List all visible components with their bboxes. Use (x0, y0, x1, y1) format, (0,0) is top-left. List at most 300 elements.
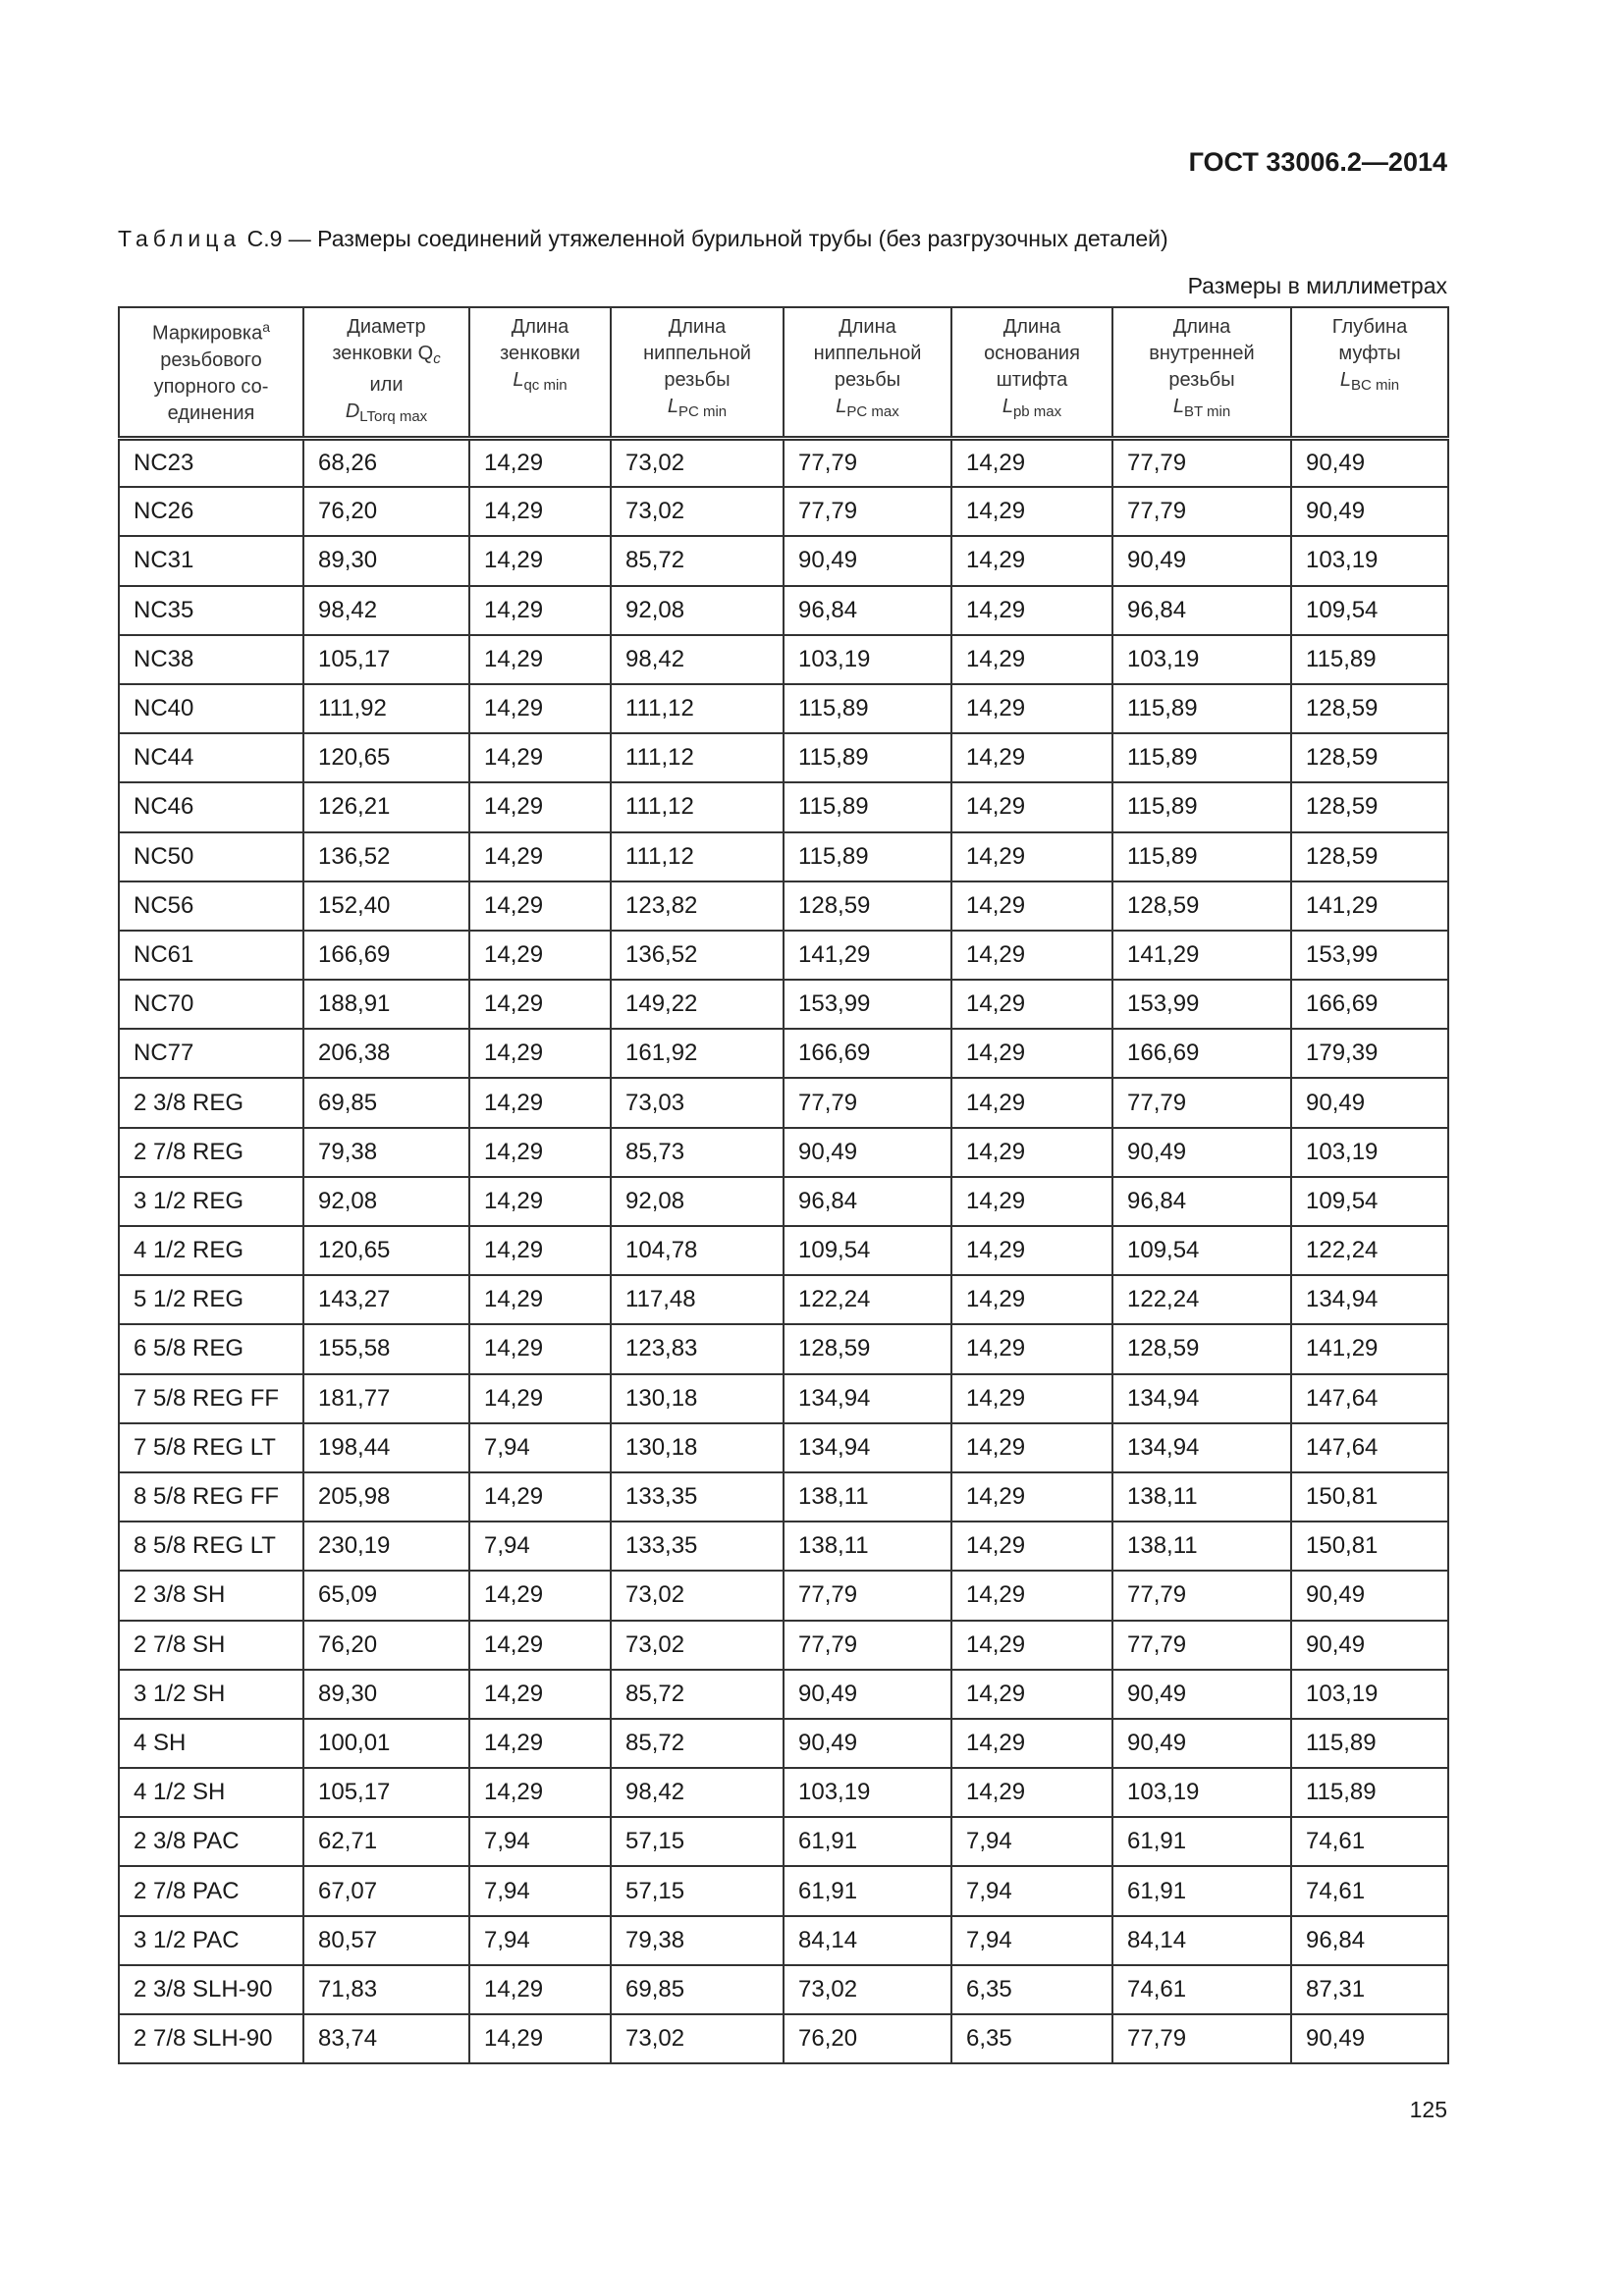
dimension-value-cell: 134,94 (784, 1423, 951, 1472)
dimension-value-cell: 166,69 (784, 1029, 951, 1078)
dimension-value-cell: 90,49 (1291, 1621, 1448, 1670)
dimension-value-cell: 14,29 (469, 1670, 611, 1719)
table-row (119, 1029, 1448, 1078)
dimension-value-cell: 133,35 (611, 1522, 784, 1571)
table-row (119, 684, 1448, 733)
dimension-value-cell: 103,19 (1291, 1128, 1448, 1177)
units-note: Размеры в миллиметрах (1187, 273, 1447, 298)
connection-marking-cell: 2 3/8 REG (119, 1078, 303, 1127)
dimension-value-cell: 115,89 (1112, 832, 1291, 881)
dimension-value-cell: 73,02 (611, 487, 784, 536)
col-header-pin-thread-length-min: Длина ниппельной резьбы $L_{PC min}$ (611, 307, 784, 438)
dimension-value-cell: 14,29 (469, 1029, 611, 1078)
dimension-value-cell: 14,29 (951, 1768, 1112, 1817)
connection-marking-cell: NC35 (119, 586, 303, 635)
dimension-value-cell: 122,24 (1112, 1275, 1291, 1324)
dimension-value-cell: 134,94 (1112, 1374, 1291, 1423)
dimension-value-cell: 7,94 (469, 1522, 611, 1571)
dimension-value-cell: 155,58 (303, 1324, 469, 1373)
dimension-value-cell: 14,29 (951, 1472, 1112, 1522)
dimension-value-cell: 73,02 (611, 1621, 784, 1670)
dimension-value-cell: 206,38 (303, 1029, 469, 1078)
dimension-value-cell: 109,54 (784, 1226, 951, 1275)
dimension-value-cell: 73,02 (611, 438, 784, 487)
dimension-value-cell: 61,91 (1112, 1866, 1291, 1915)
dimension-value-cell: 77,79 (1112, 1621, 1291, 1670)
dimension-value-cell: 79,38 (303, 1128, 469, 1177)
dimension-value-cell: 76,20 (303, 487, 469, 536)
dimension-value-cell: 14,29 (951, 1324, 1112, 1373)
dimension-value-cell: 77,79 (1112, 2014, 1291, 2063)
col-header-marking: Маркировка$^a$ резьбового упорного со- единения (119, 307, 303, 438)
connection-marking-cell: NC31 (119, 536, 303, 585)
table-row (119, 1374, 1448, 1423)
dimension-value-cell: 153,99 (784, 980, 951, 1029)
dimension-value-cell: 7,94 (469, 1866, 611, 1915)
connection-marking-cell: NC77 (119, 1029, 303, 1078)
dimension-value-cell: 73,02 (784, 1965, 951, 2014)
dimension-value-cell: 90,49 (1291, 1078, 1448, 1127)
dimension-value-cell: 77,79 (784, 487, 951, 536)
dimension-value-cell: 117,48 (611, 1275, 784, 1324)
dimension-value-cell: 105,17 (303, 635, 469, 684)
dimension-value-cell: 153,99 (1112, 980, 1291, 1029)
table-row (119, 1866, 1448, 1915)
dimension-value-cell: 77,79 (784, 1078, 951, 1127)
dimension-value-cell: 128,59 (1112, 881, 1291, 931)
dimension-value-cell: 90,49 (1291, 438, 1448, 487)
dimension-value-cell: 120,65 (303, 733, 469, 782)
dimension-value-cell: 128,59 (1112, 1324, 1291, 1373)
dimension-value-cell: 90,49 (1112, 536, 1291, 585)
dimension-value-cell: 84,14 (784, 1916, 951, 1965)
dimension-value-cell: 14,29 (951, 1226, 1112, 1275)
dimension-value-cell: 14,29 (469, 536, 611, 585)
dimension-value-cell: 138,11 (784, 1522, 951, 1571)
dimension-value-cell: 120,65 (303, 1226, 469, 1275)
dimension-value-cell: 115,89 (784, 733, 951, 782)
dimension-value-cell: 6,35 (951, 2014, 1112, 2063)
connection-marking-cell: 8 5/8 REG FF (119, 1472, 303, 1522)
table-row (119, 1128, 1448, 1177)
dimension-value-cell: 90,49 (784, 1128, 951, 1177)
dimension-value-cell: 166,69 (1291, 980, 1448, 1029)
dimension-value-cell: 77,79 (1112, 487, 1291, 536)
dimension-value-cell: 85,73 (611, 1128, 784, 1177)
dimension-value-cell: 77,79 (784, 1621, 951, 1670)
dimension-value-cell: 115,89 (1112, 782, 1291, 831)
dimension-value-cell: 14,29 (951, 1423, 1112, 1472)
dimension-value-cell: 14,29 (951, 881, 1112, 931)
dimension-value-cell: 138,11 (784, 1472, 951, 1522)
caption-prefix: Таблица (118, 226, 242, 251)
table-row (119, 438, 1448, 487)
dimension-value-cell: 134,94 (784, 1374, 951, 1423)
dimension-value-cell: 14,29 (951, 1029, 1112, 1078)
dimension-value-cell: 77,79 (1112, 438, 1291, 487)
dimension-value-cell: 14,29 (951, 1621, 1112, 1670)
dimension-value-cell: 123,83 (611, 1324, 784, 1373)
dimension-value-cell: 128,59 (784, 881, 951, 931)
dimension-value-cell: 14,29 (951, 980, 1112, 1029)
dimension-value-cell: 14,29 (951, 832, 1112, 881)
dimension-value-cell: 150,81 (1291, 1472, 1448, 1522)
dimension-value-cell: 14,29 (951, 684, 1112, 733)
table-row (119, 1817, 1448, 1866)
table-row (119, 1571, 1448, 1620)
dimension-value-cell: 74,61 (1291, 1866, 1448, 1915)
dimension-value-cell: 98,42 (611, 1768, 784, 1817)
dimension-value-cell: 90,49 (1291, 2014, 1448, 2063)
dimension-value-cell: 14,29 (469, 1078, 611, 1127)
dimension-value-cell: 103,19 (1112, 1768, 1291, 1817)
dimension-value-cell: 115,89 (1291, 1719, 1448, 1768)
table-header-row (119, 307, 1448, 438)
dimension-value-cell: 230,19 (303, 1522, 469, 1571)
dimension-value-cell: 92,08 (303, 1177, 469, 1226)
connection-marking-cell: 7 5/8 REG FF (119, 1374, 303, 1423)
table-row (119, 1916, 1448, 1965)
dimension-value-cell: 115,89 (784, 684, 951, 733)
standard-code: ГОСТ 33006.2—2014 (1188, 147, 1447, 177)
dimension-value-cell: 14,29 (469, 1621, 611, 1670)
dimension-value-cell: 90,49 (784, 536, 951, 585)
dimension-value-cell: 67,07 (303, 1866, 469, 1915)
dimension-value-cell: 57,15 (611, 1866, 784, 1915)
dimension-value-cell: 61,91 (784, 1817, 951, 1866)
table-row (119, 635, 1448, 684)
dimension-value-cell: 74,61 (1291, 1817, 1448, 1866)
dimension-value-cell: 111,12 (611, 832, 784, 881)
connection-marking-cell: 2 3/8 PAC (119, 1817, 303, 1866)
table-row (119, 1472, 1448, 1522)
dimension-value-cell: 14,29 (469, 1965, 611, 2014)
dimension-value-cell: 14,29 (951, 1571, 1112, 1620)
dimension-value-cell: 96,84 (784, 1177, 951, 1226)
dimension-value-cell: 73,02 (611, 1571, 784, 1620)
connection-marking-cell: NC44 (119, 733, 303, 782)
page-number: 125 (1409, 2097, 1447, 2122)
dimension-value-cell: 98,42 (611, 635, 784, 684)
dimension-value-cell: 103,19 (1112, 635, 1291, 684)
connection-marking-cell: NC23 (119, 438, 303, 487)
table-body (119, 438, 1448, 2063)
table-row (119, 1226, 1448, 1275)
dimension-value-cell: 7,94 (469, 1423, 611, 1472)
table-row (119, 782, 1448, 831)
dimension-value-cell: 89,30 (303, 1670, 469, 1719)
dimension-value-cell: 153,99 (1291, 931, 1448, 980)
dimension-value-cell: 96,84 (1112, 586, 1291, 635)
dimension-value-cell: 136,52 (611, 931, 784, 980)
dimension-value-cell: 128,59 (1291, 684, 1448, 733)
dimension-value-cell: 68,26 (303, 438, 469, 487)
dimension-value-cell: 7,94 (469, 1916, 611, 1965)
dimension-value-cell: 74,61 (1112, 1965, 1291, 2014)
dimension-value-cell: 14,29 (951, 733, 1112, 782)
dimension-value-cell: 61,91 (1112, 1817, 1291, 1866)
dimension-value-cell: 14,29 (469, 487, 611, 536)
dimension-value-cell: 90,49 (1112, 1128, 1291, 1177)
table-row (119, 1078, 1448, 1127)
dimension-value-cell: 85,72 (611, 536, 784, 585)
dimension-value-cell: 61,91 (784, 1866, 951, 1915)
dimension-value-cell: 111,12 (611, 733, 784, 782)
dimension-value-cell: 14,29 (469, 881, 611, 931)
dimension-value-cell: 133,35 (611, 1472, 784, 1522)
dimension-value-cell: 14,29 (951, 438, 1112, 487)
table-row (119, 1621, 1448, 1670)
dimension-value-cell: 14,29 (951, 1078, 1112, 1127)
col-header-pin-base-length: Длина основания штифта $L_{pb max}$ (951, 307, 1112, 438)
table-row (119, 1275, 1448, 1324)
dimension-value-cell: 65,09 (303, 1571, 469, 1620)
dimension-value-cell: 57,15 (611, 1817, 784, 1866)
dimension-value-cell: 85,72 (611, 1670, 784, 1719)
dimension-value-cell: 7,94 (951, 1866, 1112, 1915)
col-header-countersink-length: Длина зенковки $L_{qc min}$ (469, 307, 611, 438)
dimension-value-cell: 100,01 (303, 1719, 469, 1768)
table-row (119, 980, 1448, 1029)
connection-marking-cell: NC46 (119, 782, 303, 831)
dimension-value-cell: 181,77 (303, 1374, 469, 1423)
dimension-value-cell: 111,92 (303, 684, 469, 733)
dimension-value-cell: 87,31 (1291, 1965, 1448, 2014)
dimension-value-cell: 90,49 (1291, 487, 1448, 536)
dimension-value-cell: 161,92 (611, 1029, 784, 1078)
dimension-value-cell: 166,69 (303, 931, 469, 980)
dimension-value-cell: 84,14 (1112, 1916, 1291, 1965)
dimension-value-cell: 90,49 (1112, 1719, 1291, 1768)
table-row (119, 1522, 1448, 1571)
connection-marking-cell: NC61 (119, 931, 303, 980)
dimension-value-cell: 205,98 (303, 1472, 469, 1522)
dimension-value-cell: 103,19 (784, 635, 951, 684)
connection-marking-cell: 2 7/8 REG (119, 1128, 303, 1177)
dimension-value-cell: 14,29 (469, 586, 611, 635)
dimension-value-cell: 130,18 (611, 1423, 784, 1472)
dimension-value-cell: 14,29 (469, 1275, 611, 1324)
dimension-value-cell: 96,84 (1112, 1177, 1291, 1226)
dimension-value-cell: 90,49 (784, 1719, 951, 1768)
dimension-value-cell: 115,89 (784, 782, 951, 831)
connection-marking-cell: NC70 (119, 980, 303, 1029)
connection-marking-cell: 3 1/2 SH (119, 1670, 303, 1719)
connection-marking-cell: 5 1/2 REG (119, 1275, 303, 1324)
dimension-value-cell: 115,89 (1112, 733, 1291, 782)
dimension-value-cell: 105,17 (303, 1768, 469, 1817)
dimension-value-cell: 14,29 (469, 1768, 611, 1817)
dimension-value-cell: 147,64 (1291, 1374, 1448, 1423)
dimension-value-cell: 115,89 (1291, 635, 1448, 684)
table-row (119, 931, 1448, 980)
dimension-value-cell: 122,24 (1291, 1226, 1448, 1275)
table-row (119, 586, 1448, 635)
col-header-box-depth: Глубина муфты $L_{BC min}$ (1291, 307, 1448, 438)
dimension-value-cell: 111,12 (611, 684, 784, 733)
dimension-value-cell: 14,29 (951, 1275, 1112, 1324)
dimension-value-cell: 14,29 (951, 1670, 1112, 1719)
connection-marking-cell: 4 1/2 REG (119, 1226, 303, 1275)
dimension-value-cell: 14,29 (469, 438, 611, 487)
dimension-value-cell: 138,11 (1112, 1522, 1291, 1571)
dimension-value-cell: 14,29 (469, 1226, 611, 1275)
dimension-value-cell: 166,69 (1112, 1029, 1291, 1078)
connection-marking-cell: 2 7/8 SH (119, 1621, 303, 1670)
dimension-value-cell: 123,82 (611, 881, 784, 931)
dimension-value-cell: 122,24 (784, 1275, 951, 1324)
table-row (119, 2014, 1448, 2063)
dimension-value-cell: 128,59 (784, 1324, 951, 1373)
dimension-value-cell: 14,29 (951, 1374, 1112, 1423)
table-row (119, 1965, 1448, 2014)
dimension-value-cell: 76,20 (303, 1621, 469, 1670)
dimension-value-cell: 77,79 (784, 1571, 951, 1620)
dimension-value-cell: 14,29 (951, 1522, 1112, 1571)
dimension-value-cell: 149,22 (611, 980, 784, 1029)
dimension-value-cell: 14,29 (951, 1177, 1112, 1226)
dimension-value-cell: 104,78 (611, 1226, 784, 1275)
connection-marking-cell: NC56 (119, 881, 303, 931)
dimension-value-cell: 147,64 (1291, 1423, 1448, 1472)
dimension-value-cell: 92,08 (611, 586, 784, 635)
dimension-value-cell: 128,59 (1291, 733, 1448, 782)
dimension-value-cell: 141,29 (1112, 931, 1291, 980)
connection-marking-cell: NC40 (119, 684, 303, 733)
dimension-value-cell: 14,29 (469, 2014, 611, 2063)
dimension-value-cell: 109,54 (1112, 1226, 1291, 1275)
connection-marking-cell: NC26 (119, 487, 303, 536)
dimension-value-cell: 14,29 (951, 635, 1112, 684)
dimension-value-cell: 92,08 (611, 1177, 784, 1226)
dimension-value-cell: 14,29 (469, 1177, 611, 1226)
dimension-value-cell: 89,30 (303, 536, 469, 585)
table-row (119, 487, 1448, 536)
dimension-value-cell: 14,29 (469, 931, 611, 980)
dimension-value-cell: 98,42 (303, 586, 469, 635)
dimension-value-cell: 14,29 (469, 684, 611, 733)
dimension-value-cell: 14,29 (951, 487, 1112, 536)
dimension-value-cell: 83,74 (303, 2014, 469, 2063)
dimension-value-cell: 115,89 (1291, 1768, 1448, 1817)
dimension-value-cell: 73,03 (611, 1078, 784, 1127)
connection-marking-cell: 2 7/8 PAC (119, 1866, 303, 1915)
dimension-value-cell: 6,35 (951, 1965, 1112, 2014)
dimension-value-cell: 188,91 (303, 980, 469, 1029)
connection-marking-cell: 2 7/8 SLH-90 (119, 2014, 303, 2063)
col-header-box-thread-length: Длина внутренней резьбы $L_{BT min}$ (1112, 307, 1291, 438)
dimension-value-cell: 128,59 (1291, 782, 1448, 831)
dimension-value-cell: 73,02 (611, 2014, 784, 2063)
dimension-value-cell: 115,89 (1112, 684, 1291, 733)
connection-marking-cell: 4 SH (119, 1719, 303, 1768)
table-row (119, 536, 1448, 585)
table-row (119, 1768, 1448, 1817)
dimension-value-cell: 14,29 (469, 980, 611, 1029)
dimension-value-cell: 85,72 (611, 1719, 784, 1768)
dimension-value-cell: 77,79 (1112, 1571, 1291, 1620)
table-row (119, 1670, 1448, 1719)
dimension-value-cell: 77,79 (1112, 1078, 1291, 1127)
dimension-value-cell: 115,89 (784, 832, 951, 881)
dimension-value-cell: 141,29 (1291, 1324, 1448, 1373)
dimension-value-cell: 90,49 (1291, 1571, 1448, 1620)
dimension-value-cell: 150,81 (1291, 1522, 1448, 1571)
dimension-value-cell: 14,29 (469, 832, 611, 881)
dimension-value-cell: 76,20 (784, 2014, 951, 2063)
dimension-value-cell: 77,79 (784, 438, 951, 487)
connection-marking-cell: NC50 (119, 832, 303, 881)
dimension-value-cell: 14,29 (951, 782, 1112, 831)
dimension-value-cell: 141,29 (784, 931, 951, 980)
dimension-value-cell: 71,83 (303, 1965, 469, 2014)
dimension-value-cell: 80,57 (303, 1916, 469, 1965)
dimension-value-cell: 134,94 (1112, 1423, 1291, 1472)
dimension-value-cell: 152,40 (303, 881, 469, 931)
dimension-value-cell: 138,11 (1112, 1472, 1291, 1522)
connection-marking-cell: 3 1/2 REG (119, 1177, 303, 1226)
connection-marking-cell: NC38 (119, 635, 303, 684)
dimension-value-cell: 14,29 (469, 1719, 611, 1768)
dimension-value-cell: 134,94 (1291, 1275, 1448, 1324)
connection-marking-cell: 7 5/8 REG LT (119, 1423, 303, 1472)
dimension-value-cell: 7,94 (469, 1817, 611, 1866)
dimension-value-cell: 14,29 (469, 782, 611, 831)
dimension-value-cell: 14,29 (469, 1472, 611, 1522)
dimension-value-cell: 7,94 (951, 1817, 1112, 1866)
connection-marking-cell: 6 5/8 REG (119, 1324, 303, 1373)
dimension-value-cell: 14,29 (951, 931, 1112, 980)
dimension-value-cell: 96,84 (1291, 1916, 1448, 1965)
connection-marking-cell: 2 3/8 SLH-90 (119, 1965, 303, 2014)
dimension-value-cell: 109,54 (1291, 586, 1448, 635)
dimension-value-cell: 69,85 (611, 1965, 784, 2014)
col-header-pin-thread-length-max: Длина ниппельной резьбы $L_{PC max}$ (784, 307, 951, 438)
dimension-value-cell: 14,29 (469, 1324, 611, 1373)
dimension-value-cell: 14,29 (951, 586, 1112, 635)
table-row (119, 1423, 1448, 1472)
dimension-value-cell: 109,54 (1291, 1177, 1448, 1226)
dimension-value-cell: 126,21 (303, 782, 469, 831)
dimension-value-cell: 79,38 (611, 1916, 784, 1965)
dimension-value-cell: 69,85 (303, 1078, 469, 1127)
dimension-value-cell: 14,29 (469, 635, 611, 684)
col-header-countersink-diameter: Диаметр зенковки $Q_c$ или $D_{LTorq max}$ (303, 307, 469, 438)
dimension-value-cell: 14,29 (951, 536, 1112, 585)
caption-text: С.9 — Размеры соединений утяжеленной бурильной трубы (без разгрузочных деталей) (246, 226, 1168, 251)
connection-marking-cell: 8 5/8 REG LT (119, 1522, 303, 1571)
dimension-value-cell: 198,44 (303, 1423, 469, 1472)
dimension-value-cell: 96,84 (784, 586, 951, 635)
dimension-value-cell: 7,94 (951, 1916, 1112, 1965)
connection-marking-cell: 3 1/2 PAC (119, 1916, 303, 1965)
table-row (119, 733, 1448, 782)
dimension-value-cell: 128,59 (1291, 832, 1448, 881)
table-row (119, 1324, 1448, 1373)
dimension-value-cell: 130,18 (611, 1374, 784, 1423)
connection-marking-cell: 4 1/2 SH (119, 1768, 303, 1817)
table-row (119, 1719, 1448, 1768)
dimension-value-cell: 90,49 (784, 1670, 951, 1719)
dimension-value-cell: 14,29 (469, 1571, 611, 1620)
dimension-value-cell: 90,49 (1112, 1670, 1291, 1719)
dimension-value-cell: 141,29 (1291, 881, 1448, 931)
table-row (119, 881, 1448, 931)
connection-marking-cell: 2 3/8 SH (119, 1571, 303, 1620)
dimension-value-cell: 14,29 (951, 1128, 1112, 1177)
dimension-value-cell: 179,39 (1291, 1029, 1448, 1078)
table-row (119, 832, 1448, 881)
